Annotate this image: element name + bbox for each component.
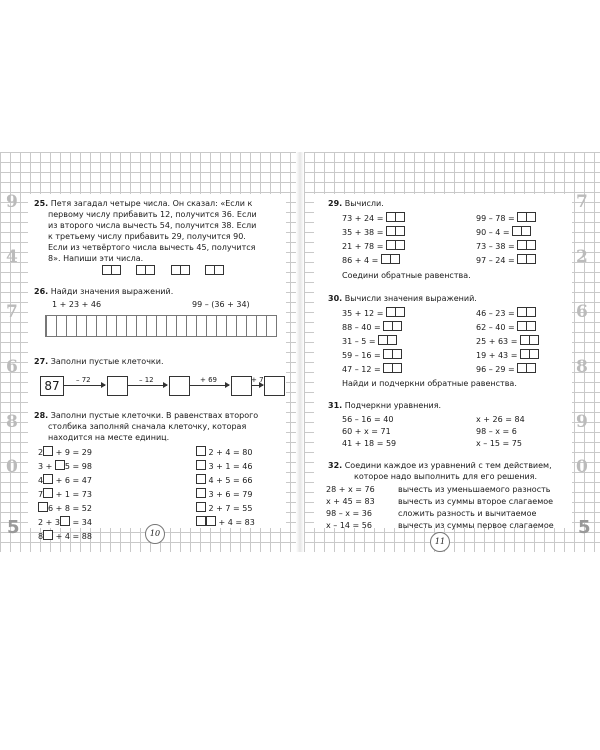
digit-box[interactable] <box>529 349 539 359</box>
digit-box[interactable] <box>521 226 531 236</box>
decor-digit: 8 <box>576 357 588 377</box>
digit-box[interactable] <box>206 516 216 526</box>
exercise-30 <box>328 293 477 304</box>
exercise-32 <box>328 460 552 471</box>
digit-box[interactable] <box>38 502 48 512</box>
expression: 99 – (36 + 34) <box>192 300 250 309</box>
equation-row: 2 + 7 = 55 <box>196 502 252 514</box>
digit-box[interactable] <box>196 446 206 456</box>
exercise-29 <box>328 198 384 209</box>
decor-digit: 0 <box>6 457 18 477</box>
digit-box[interactable] <box>526 363 536 373</box>
digit-box[interactable] <box>392 321 402 331</box>
chain-box[interactable] <box>264 376 285 396</box>
text-line: Если из четвёртого числа вычесть 45, получится <box>48 243 256 252</box>
chain-arrow <box>63 385 105 386</box>
answer-cell[interactable] <box>145 265 155 275</box>
answer-cell[interactable] <box>111 265 121 275</box>
answer-strip[interactable] <box>45 315 277 337</box>
equation-row: 35 + 38 = <box>342 226 405 238</box>
text-line: Заполни пустые клеточки. В равенствах второго <box>50 411 259 420</box>
equation-row: 73 + 24 = <box>342 212 405 224</box>
decor-digit: 4 <box>6 247 18 267</box>
chain-box[interactable] <box>231 376 252 396</box>
digit-box[interactable] <box>196 488 206 498</box>
equation-row: 2 + 3 = 34 <box>38 518 92 527</box>
equation-row: 2 + 9 = 29 <box>38 448 92 457</box>
exercise-number: 28. <box>34 411 49 420</box>
decor-digit: 7 <box>6 302 18 322</box>
text-line: столбика заполняй сначала клеточку, которая <box>48 422 247 431</box>
decor-digit: 6 <box>576 302 588 322</box>
chain-arrow <box>189 385 229 386</box>
exercise-number: 30. <box>328 294 343 303</box>
exercise-26 <box>34 286 173 297</box>
answer-cell[interactable] <box>180 265 190 275</box>
equation-row: 31 – 5 = <box>342 335 397 347</box>
equation-row: 88 – 40 = <box>342 321 402 333</box>
digit-box[interactable] <box>395 226 405 236</box>
decor-five: 5 <box>7 517 20 538</box>
exercise-number: 26. <box>34 287 49 296</box>
exercise-25 <box>34 198 252 209</box>
equation-row: 21 + 78 = <box>342 240 405 252</box>
equation-row: + 4 = 83 <box>196 516 255 528</box>
digit-box[interactable] <box>43 446 53 456</box>
chain-box[interactable] <box>107 376 128 396</box>
equation-row: 8 + 4 = 88 <box>38 532 92 541</box>
chain-op: + 69 <box>200 376 217 384</box>
text-line: к третьему числу прибавить 29, получится 90. <box>48 232 246 241</box>
exercise-title: Подчеркни уравнения. <box>344 401 442 410</box>
chain-op: – 12 <box>139 376 154 384</box>
equation-item[interactable]: 28 + x = 76 <box>326 485 375 494</box>
left-page <box>0 152 296 552</box>
chain-op: – 72 <box>76 376 91 384</box>
equation-row[interactable]: 98 – x = 6 <box>476 427 517 436</box>
digit-box[interactable] <box>526 212 536 222</box>
exercise-title: Заполни пустые клеточки. <box>50 357 164 366</box>
exercise-27 <box>34 356 164 367</box>
chain-arrow <box>251 385 263 386</box>
right-page <box>304 152 600 552</box>
digit-box[interactable] <box>196 502 206 512</box>
digit-box[interactable] <box>529 335 539 345</box>
decor-five: 5 <box>578 517 591 538</box>
text-line: находится на месте единиц. <box>48 433 170 442</box>
exercise-28 <box>34 410 258 421</box>
digit-box[interactable] <box>55 460 65 470</box>
equation-row: 90 – 4 = <box>476 226 531 238</box>
equation-row: 97 – 24 = <box>476 254 536 266</box>
decor-digit: 7 <box>576 192 588 212</box>
action-item[interactable]: вычесть из суммы первое слагаемое <box>398 521 554 530</box>
chain-arrow <box>127 385 167 386</box>
equation-row: 19 + 43 = <box>476 349 539 361</box>
equation-row: 96 – 29 = <box>476 363 536 375</box>
decor-digit: 0 <box>576 457 588 477</box>
text-line: из второго числа вычесть 54, получится 38. Если <box>48 221 257 230</box>
book-gutter <box>296 152 304 552</box>
page-number: 11 <box>430 532 450 552</box>
exercise-title: Вычисли. <box>344 199 384 208</box>
digit-box[interactable] <box>43 488 53 498</box>
chain-box[interactable] <box>169 376 190 396</box>
exercise-number: 31. <box>328 401 343 410</box>
digit-box[interactable] <box>196 460 206 470</box>
equation-row: 3 + 6 = 79 <box>196 488 252 500</box>
book-spread <box>0 152 600 552</box>
digit-box[interactable] <box>392 363 402 373</box>
equation-row[interactable]: 60 + x = 71 <box>342 427 391 436</box>
equation-row[interactable]: x + 26 = 84 <box>476 415 525 424</box>
digit-box[interactable] <box>395 212 405 222</box>
decor-digit: 6 <box>6 357 18 377</box>
equation-row: 25 + 63 = <box>476 335 539 347</box>
chain-start: 87 <box>40 376 64 396</box>
equation-row: 4 + 6 = 47 <box>38 476 92 485</box>
equation-row: 6 + 8 = 52 <box>38 502 92 514</box>
page-number: 10 <box>145 524 165 544</box>
decor-digit: 8 <box>6 412 18 432</box>
digit-box[interactable] <box>392 349 402 359</box>
exercise-number: 25. <box>34 199 49 208</box>
digit-box[interactable] <box>196 516 206 526</box>
decor-digit: 2 <box>576 247 588 267</box>
equation-row: 46 – 23 = <box>476 307 536 319</box>
exercise-title: Вычисли значения выражений. <box>344 294 477 303</box>
action-item[interactable]: сложить разность и вычитаемое <box>398 509 537 518</box>
answer-boxes-25[interactable] <box>102 265 224 277</box>
digit-box[interactable] <box>390 254 400 264</box>
digit-box[interactable] <box>395 307 405 317</box>
digit-box[interactable] <box>526 321 536 331</box>
text-line: Соедини каждое из уравнений с тем действием, <box>344 461 552 470</box>
equation-row: 3 + 5 = 98 <box>38 462 92 471</box>
text-line: Петя загадал четыре числа. Он сказал: «Если к <box>50 199 253 208</box>
equation-row[interactable]: 41 + 18 = 59 <box>342 439 397 448</box>
digit-box[interactable] <box>196 474 206 484</box>
answer-cell[interactable] <box>214 265 224 275</box>
chain-op: + 7 <box>251 376 264 384</box>
digit-box[interactable] <box>526 254 536 264</box>
equation-row: 47 – 12 = <box>342 363 402 375</box>
equation-row: 4 + 5 = 66 <box>196 474 252 486</box>
text-line: которое надо выполнить для его решения. <box>354 472 538 481</box>
digit-box[interactable] <box>387 335 397 345</box>
text-line: 8». Напиши эти числа. <box>48 254 144 263</box>
equation-item[interactable]: 98 – x = 36 <box>326 509 372 518</box>
equation-row: 62 – 40 = <box>476 321 536 333</box>
equation-item[interactable]: x – 14 = 56 <box>326 521 372 530</box>
action-item[interactable]: вычесть из уменьшаемого разность <box>398 485 551 494</box>
equation-row: 2 + 4 = 80 <box>196 446 252 458</box>
exercise-note: Соедини обратные равенства. <box>342 271 471 280</box>
equation-row: 59 – 16 = <box>342 349 402 361</box>
digit-box[interactable] <box>526 240 536 250</box>
exercise-note: Найди и подчеркни обратные равенства. <box>342 379 517 388</box>
text-line: первому числу прибавить 12, получится 36. Если <box>48 210 257 219</box>
digit-box[interactable] <box>43 474 53 484</box>
equation-row: 35 + 12 = <box>342 307 405 319</box>
expression: 1 + 23 + 46 <box>52 300 102 309</box>
digit-box[interactable] <box>60 516 70 526</box>
action-item[interactable]: вычесть из суммы второе слагаемое <box>398 497 554 506</box>
decor-digit: 9 <box>576 412 588 432</box>
decor-digit: 9 <box>6 192 18 212</box>
digit-box[interactable] <box>526 307 536 317</box>
equation-item[interactable]: x + 45 = 83 <box>326 497 375 506</box>
equation-row: 3 + 1 = 46 <box>196 460 252 472</box>
exercise-31 <box>328 400 441 411</box>
exercise-number: 27. <box>34 357 49 366</box>
equation-row: 7 + 1 = 73 <box>38 490 92 499</box>
equation-row: 73 – 38 = <box>476 240 536 252</box>
equation-row: 86 + 4 = <box>342 254 400 266</box>
exercise-title: Найди значения выражений. <box>50 287 174 296</box>
equation-row[interactable]: 56 – 16 = 40 <box>342 415 394 424</box>
equation-row[interactable]: x – 15 = 75 <box>476 439 522 448</box>
digit-box[interactable] <box>43 530 53 540</box>
digit-box[interactable] <box>395 240 405 250</box>
equation-row: 99 – 78 = <box>476 212 536 224</box>
exercise-number: 32. <box>328 461 343 470</box>
exercise-number: 29. <box>328 199 343 208</box>
